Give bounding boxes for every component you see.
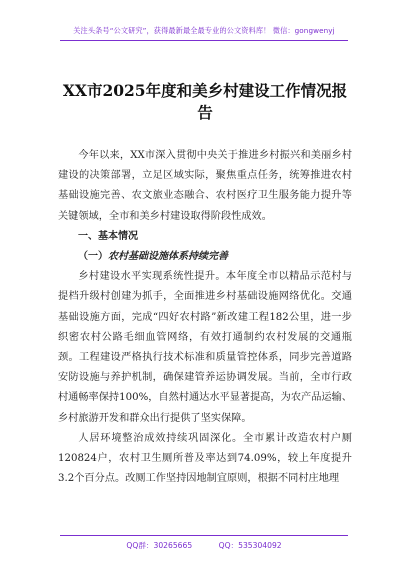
footer-qq: QQ：535304092 [218, 541, 282, 550]
section-heading: 一、基本情况 [78, 230, 138, 242]
header-divider [60, 40, 348, 41]
body-paragraph: 乡村建设水平实现系统性提升。本年度全市以精品示范村与提档升级村创建为抓手，全面推进乡村基础设施网络优化。交通基础设施方面，完成“四好农村路”新改建工程182公里，进一步织密农村公路毛细血管网络，有效打通制约农村发展的交通瓶颈。工程建设严格执行技术标准和质量管控体系，同步完善道路安防设施与养护机制，确保建管养运协调发展。当前，全市行政村通畅率保持100%，自然村通达水平显著提高，为农产品运输、乡村旅游开发和群众出行提供了坚实保障。 [58, 271, 352, 424]
subsection-title: 农村基础设施体系持续完善 [108, 251, 228, 263]
subsection-heading [58, 247, 352, 267]
body-paragraph: 人居环境整治成效持续巩固深化。全市累计改造农村户厕120824户，农村卫生厕所普及率达到74.09%，较上年度提升3.2个百分点。改厕工作坚持因地制宜原则，根据不同村庄地理 [58, 432, 352, 485]
header-promo-note: 关注头条号“公文研究”，获得最新最全最专业的公文资料库！ 微信：gongwenyj [73, 26, 335, 35]
intro-paragraph: 今年以来，XX市深入贯彻中央关于推进乡村振兴和美丽乡村建设的决策部署，立足区域实际，聚焦重点任务，统筹推进农村基础设施完善、农文旅业态融合、农村医疗卫生服务能力提升等关键领域，全市和美乡村建设取得阶段性成效。 [58, 150, 352, 222]
document-body [58, 146, 352, 489]
footer-qq-group: QQ群：30265665 [126, 541, 193, 550]
footer-divider [60, 535, 348, 536]
document-title: XX市2025年度和美乡村建设工作情况报告 [62, 81, 348, 122]
subsection-number: （一） [78, 251, 108, 263]
footer-contact [0, 540, 408, 551]
